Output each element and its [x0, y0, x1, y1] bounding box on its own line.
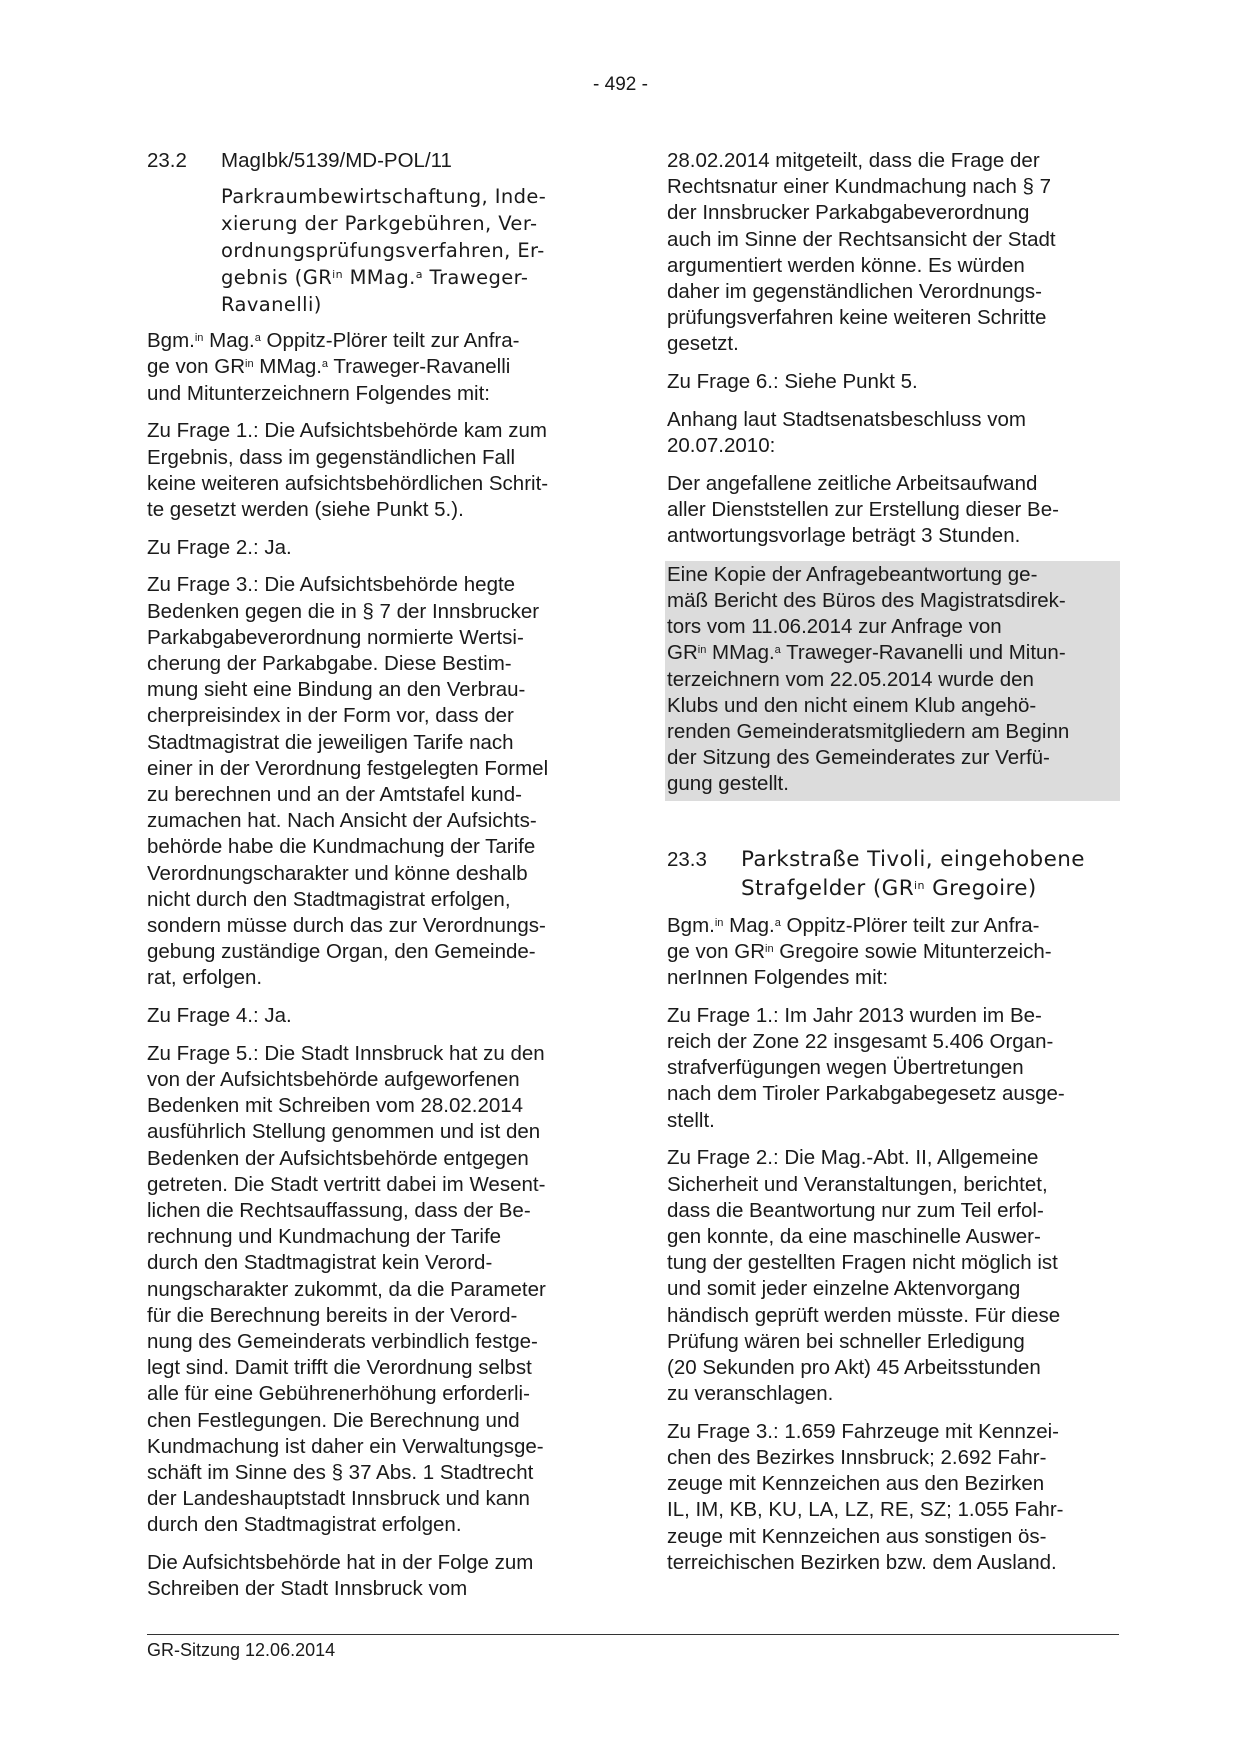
- continued-paragraph: 28.02.2014 mitgeteilt, dass die Frage der Rechtsnatur einer Kundmachung nach § 7 der Innsbrucker Parkabgabeverordnung auch im Sinne der Rechtsansicht der Stadt argumentiert werden könne. Es würden daher im gegenständlichen Verordnungs- prüfungsverfahren keine weiteren Schritte gesetzt.: [667, 149, 1056, 356]
- answer-question-5: Zu Frage 5.: Die Stadt Innsbruck hat zu den von der Aufsichtsbehörde aufgeworfenen Bedenken mit Schreiben vom 28.02.2014 ausführlich Stellung genommen und ist den Bedenken der Aufsichtsbehörde entgegen getreten. Die Stadt vertritt dabei im Wesent- lichen die Rechtsauffassung, dass der Be- rechnung und Kundmachung der Tarife durch den Stadtmagistrat kein Verord- nungscharakter zukommt, da die Parameter für die Berechnung bereits in der Verord- nung des Gemeinderats verbindlich festge- legt sind. Damit trifft die Verordnung selbst alle für eine Gebührenerhöhung erforderli- chen Festlegungen. Die Berechnung und Kundmachung ist daher ein Verwaltungsge- schäft im Sinne des § 37 Abs. 1 Stadtrecht der Landeshauptstadt Innsbruck und kann durch den Stadtmagistrat erfolgen.: [147, 1041, 546, 1537]
- answer-question-3: Zu Frage 3.: 1.659 Fahrzeuge mit Kennzei- chen des Bezirkes Innsbruck; 2.692 Fahr- zeuge mit Kennzeichen aus den Bezirken IL, IM, KB, KU, LA, LZ, RE, SZ; 1.055 Fahr- zeuge mit Kennzeichen aus sonstigen ös- terreichischen Bezirken bzw. dem Ausland.: [667, 1419, 1064, 1574]
- title-line: ordnungsprüfungsverfahren, Er-: [221, 239, 545, 263]
- section-title: [221, 183, 602, 318]
- intro-paragraph: Bgm.$^{in}$ Mag.$^a$ Oppitz-Plörer teilt zur Anfra- ge von $GR^{in}$ MMag.$^a$ Traweger-Ravanelli und Mitunterzeichnern Folgendes mit:: [147, 329, 520, 405]
- footer-divider: [147, 1634, 1119, 1635]
- footer-session-date: GR-Sitzung 12.06.2014: [147, 1640, 336, 1660]
- answer-question-1: Zu Frage 1.: Die Aufsichtsbehörde kam zum Ergebnis, dass im gegenständlichen Fall keine weiteren aufsichtsbehördlichen Schrit- te gesetzt werden (siehe Punkt 5.).: [147, 419, 549, 521]
- file-reference: MagIbk/5139/MD-POL/11: [221, 149, 452, 172]
- answer-question-2: Zu Frage 2.: Die Mag.-Abt. II, Allgemeine Sicherheit und Veranstaltungen, berichtet, dass die Beantwortung nur zum Teil erfol- gen konnte, da eine maschinelle Auswer- tung der gestellten Fragen nicht möglich ist und somit jeder einzelne Aktenvorgang händisch geprüft werden müsste. Für diese Prüfung wären bei schneller Erledigung (20 Sekunden pro Akt) 45 Arbeitsstunden zu veranschlagen.: [667, 1146, 1061, 1406]
- section-heading-23-3: [667, 845, 1119, 903]
- title-line: Parkstraße Tivoli, eingehobene: [741, 846, 1085, 872]
- title-line: xierung der Parkgebühren, Ver-: [221, 212, 538, 236]
- page-number: - 492 -: [593, 74, 648, 95]
- intro-paragraph: Bgm.$^{in}$ Mag.$^a$ Oppitz-Plörer teilt zur Anfra- ge von $GR^{in}$ Gregoire sowie Mitunterzeich- nerInnen Folgendes mit:: [667, 913, 1052, 990]
- section-number: 23.2: [147, 149, 187, 172]
- section-heading-23-2: [147, 148, 602, 318]
- section-title: [741, 845, 1119, 903]
- answer-question-5-continued: Die Aufsichtsbehörde hat in der Folge zum Schreiben der Stadt Innsbruck vom: [147, 1551, 534, 1601]
- title-line: Parkraumbewirtschaftung, Inde-: [221, 185, 547, 209]
- title-line: Ravanelli): [221, 293, 322, 317]
- answer-question-3: Zu Frage 3.: Die Aufsichtsbehörde hegte Bedenken gegen die in § 7 der Innsbrucker Parkabgabeverordnung normierte Wertsi- cherung der Parkabgabe. Diese Bestim- mung sieht eine Bindung an den Verbrau- cherpreisindex in der Form vor, dass der Stadtmagistrat die jeweiligen Tarife nach einer in der Verordnung festgelegten Formel zu berechnen und an der Amtstafel kund- zumachen hat. Nach Ansicht der Aufsichts- behörde habe die Kundmachung der Tarife Verordnungscharakter und könne deshalb nicht durch den Stadtmagistrat erfolgen, sondern müsse durch das zur Verordnungs- gebung zuständige Organ, den Gemeinde- rat, erfolgen.: [147, 573, 549, 990]
- workload-paragraph: Der angefallene zeitliche Arbeitsaufwand aller Dienststellen zur Erstellung dieser Be- antwortungsvorlage beträgt 3 Stunden.: [667, 471, 1059, 548]
- answer-question-6: Zu Frage 6.: Siehe Punkt 5.: [667, 370, 918, 394]
- left-column: [147, 148, 602, 1614]
- answer-question-2: Zu Frage 2.: Ja.: [147, 535, 292, 559]
- title-line: Strafgelder ($GR^{in}$ Gregoire): [741, 875, 1037, 901]
- section-number: 23.3: [667, 847, 707, 871]
- appendix-note: Anhang laut Stadtsenatsbeschluss vom 20.07.2010:: [667, 407, 1026, 458]
- title-line: gebnis ($GR^{in}$ MMag.$^a$ Traweger-: [221, 266, 529, 290]
- answer-question-1: Zu Frage 1.: Im Jahr 2013 wurden im Be- reich der Zone 22 insgesamt 5.406 Organ- strafverfügungen wegen Übertretungen nach dem Tiroler Parkabgabegesetz ausge- stellt.: [667, 1003, 1065, 1132]
- right-column: [667, 148, 1119, 1588]
- answer-question-4: Zu Frage 4.: Ja.: [147, 1004, 292, 1028]
- copy-notice-box: Eine Kopie der Anfragebeantwortung ge- mäß Bericht des Büros des Magistratsdirek- tors vom 11.06.2014 zur Anfrage von $GR^{in}$ MMag.$^a$ Traweger-Ravanelli und Mitun- terzeichnern vom 22.05.2014 wurde den Klubs und den nicht einem Klub angehö- renden Gemeinderatsmitgliedern am Beginn der Sitzung des Gemeinderates zur Verfü- gung gestellt.: [665, 561, 1120, 801]
